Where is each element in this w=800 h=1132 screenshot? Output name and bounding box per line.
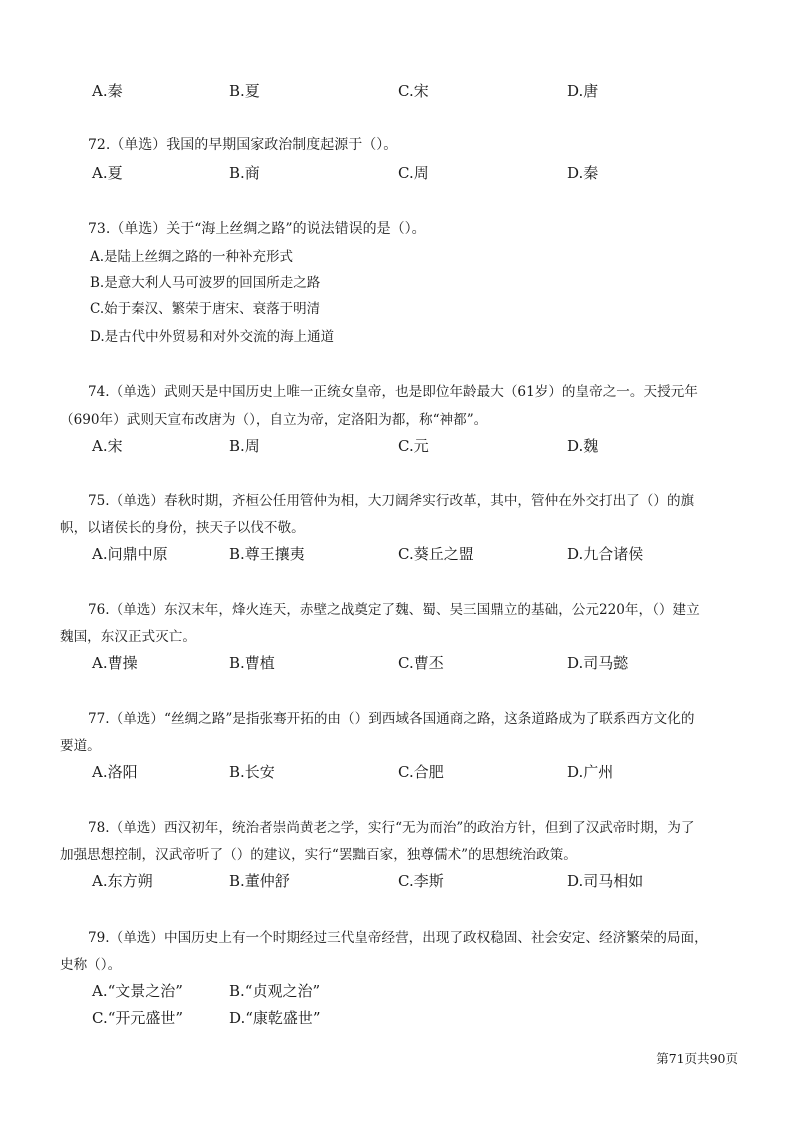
q77-option-b: B.长安 [229,763,275,781]
q72-option-a: A.夏 [92,164,123,182]
q77-stem-line-2: 要道。 [60,738,101,754]
q71-option-d: D.唐 [567,82,599,100]
q71-option-b: B.夏 [229,82,260,100]
q74-option-a: A.宋 [92,437,123,455]
q76-options [92,652,742,678]
q78-options [92,870,742,896]
q72-option-d: D.秦 [567,164,599,182]
q76-option-c: C.曹丕 [398,654,444,672]
q79-stem-line-2: 史称（）。 [60,957,122,973]
q79-options-row-1 [92,980,742,1006]
q78-stem-line-1: 78.（单选）西汉初年，统治者崇尚黄老之学，实行“无为而治”的政治方针，但到了汉武帝时期，为了 [88,820,695,836]
q73-option-d: D.是古代中外贸易和对外交流的海上通道 [90,329,335,345]
q73-stem: 73.（单选）关于“海上丝绸之路”的说法错误的是（）。 [88,221,426,237]
q78-option-b: B.董仲舒 [229,872,290,890]
q72-stem: 72.（单选）我国的早期国家政治制度起源于（）。 [88,137,398,153]
q73-option-b: B.是意大利人马可波罗的回国所走之路 [90,275,321,291]
q74-option-d: D.魏 [567,437,599,455]
q75-option-a: A.问鼎中原 [92,545,168,563]
q71-option-a: A.秦 [92,82,123,100]
q79-option-a: A.“文景之治” [92,982,183,1000]
q78-option-a: A.东方朔 [92,872,153,890]
q75-options [92,543,742,569]
q71-options [92,80,742,106]
q77-stem-line-1: 77.（单选）“丝绸之路”是指张骞开拓的由（）到西域各国通商之路，这条道路成为了联系西方文化的 [88,711,695,727]
q76-stem-line-1: 76.（单选）东汉末年，烽火连天，赤壁之战奠定了魏、蜀、吴三国鼎立的基础，公元220年，（）建立 [88,602,700,618]
q74-options [92,435,742,461]
q79-option-c: C.“开元盛世” [92,1009,184,1027]
page-number-footer: 第71页共90页 [656,1051,738,1066]
q77-option-c: C.合肥 [398,763,444,781]
q75-option-c: C.葵丘之盟 [398,545,474,563]
q76-option-d: D.司马懿 [567,654,629,672]
q79-option-b: B.“贞观之治” [229,982,321,1000]
q75-stem-line-2: 帜，以诸侯长的身份，挟天子以伐不敬。 [60,520,305,536]
q72-options [92,162,742,188]
q77-option-d: D.广州 [567,763,614,781]
q74-option-c: C.元 [398,437,429,455]
q78-option-d: D.司马相如 [567,872,644,890]
q79-options-row-2 [92,1007,742,1033]
q72-option-c: C.周 [398,164,429,182]
q72-option-b: B.商 [229,164,260,182]
q76-stem-line-2: 魏国，东汉正式灭亡。 [60,629,196,645]
q76-option-b: B.曹植 [229,654,275,672]
q78-stem-line-2: 加强思想控制，汉武帝听了（）的建议，实行“罢黜百家，独尊儒术”的思想统治政策。 [60,847,577,863]
q76-option-a: A.曹操 [92,654,138,672]
q75-stem-line-1: 75.（单选）春秋时期，齐桓公任用管仲为相，大刀阔斧实行改革，其中，管仲在外交打出了（）的旗 [88,493,695,509]
q74-option-b: B.周 [229,437,260,455]
q78-option-c: C.李斯 [398,872,444,890]
q73-option-c: C.始于秦汉、繁荣于唐宋、衰落于明清 [90,301,321,317]
q73-option-a: A.是陆上丝绸之路的一种补充形式 [90,249,294,265]
q79-option-d: D.“康乾盛世” [229,1009,321,1027]
q75-option-b: B.尊王攘夷 [229,545,305,563]
q74-stem-line-2: （690年）武则天宣布改唐为（），自立为帝，定洛阳为都，称“神都”。 [60,412,488,428]
q77-options [92,761,742,787]
q74-stem-line-1: 74.（单选）武则天是中国历史上唯一正统女皇帝，也是即位年龄最大（61岁）的皇帝之一。天授元年 [88,384,698,400]
q75-option-d: D.九合诸侯 [567,545,644,563]
q79-stem-line-1: 79.（单选）中国历史上有一个时期经过三代皇帝经营，出现了政权稳固、社会安定、经济繁荣的局面， [88,930,708,946]
q77-option-a: A.洛阳 [92,763,138,781]
q71-option-c: C.宋 [398,82,429,100]
